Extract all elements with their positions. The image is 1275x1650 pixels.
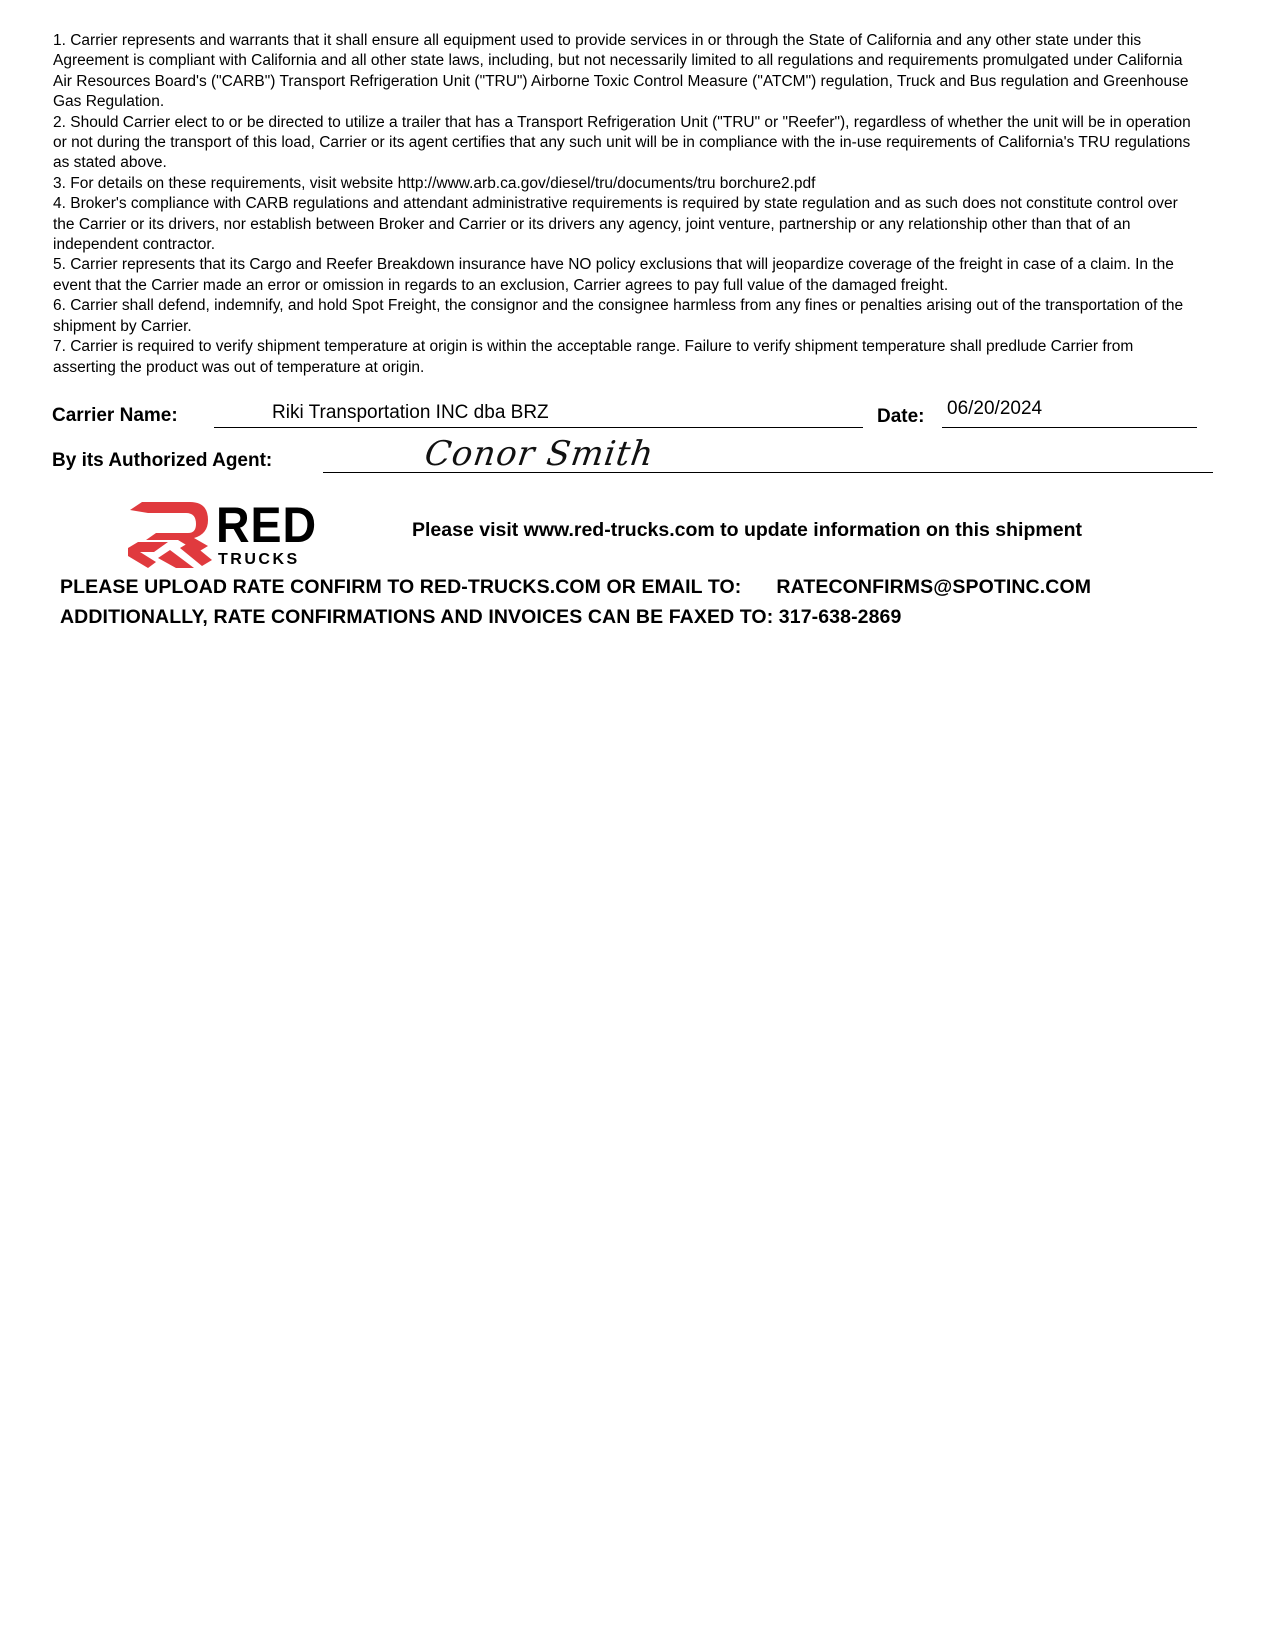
carrier-name-value[interactable]: Riki Transportation INC dba BRZ [272, 402, 549, 423]
upload-notice-text: PLEASE UPLOAD RATE CONFIRM TO RED-TRUCKS.COM OR EMAIL TO: [60, 576, 742, 598]
term-3: 3. For details on these requirements, visit website http://www.arb.ca.gov/diesel/tru/documents/tru borchure2.pdf [53, 174, 816, 192]
term-1: 1. Carrier represents and warrants that it shall ensure all equipment used to provide services in or through the State of California and any other state under this Agreement is compliant with California and all other state laws, including, but not necessarily limited to all regulations and requirements promulgated under California Air Resources Board's ("CARB") Transport Refrigeration Unit ("TRU") Airborne Toxic Control Measure ("ATCM") regulation, Truck and Bus regulation and Greenhouse Gas Regulation. [53, 32, 1189, 111]
term-6: 6. Carrier shall defend, indemnify, and hold Spot Freight, the consignor and the consignee harmless from any fines or penalties arising out of the transportation of the shipment by Carrier. [53, 297, 1184, 335]
date-value[interactable]: 06/20/2024 [947, 398, 1043, 419]
date-label: Date: [877, 406, 925, 427]
visit-website-text: Please visit www.red-trucks.com to update information on this shipment [412, 519, 1082, 541]
fax-notice: ADDITIONALLY, RATE CONFIRMATIONS AND INVOICES CAN BE FAXED TO: 317-638-2869 [60, 606, 902, 628]
terms-list [53, 31, 1198, 378]
date-underline [942, 427, 1197, 428]
agent-signature[interactable]: Conor Smith [422, 434, 657, 474]
carrier-name-underline [214, 427, 863, 428]
term-2: 2. Should Carrier elect to or be directed to utilize a trailer that has a Transport Refrigeration Unit ("TRU" or "Reefer"), regardless of whether the unit will be in operation or not during the transport of this load, Carrier or its agent certifies that any such unit will be in compliance with the in-use requirements of California's TRU regulations as stated above. [53, 113, 1191, 172]
upload-notice [60, 576, 1091, 599]
logo-subtitle: TRUCKS [218, 551, 300, 568]
upload-email[interactable]: RATECONFIRMS@SPOTINC.COM [776, 576, 1092, 598]
authorized-agent-label: By its Authorized Agent: [52, 450, 273, 471]
term-4: 4. Broker's compliance with CARB regulations and attendant administrative requirements is required by state regulation and as such does not constitute control over the Carrier or its drivers, nor establish between Broker and Carrier or its drivers any agency, joint venture, partnership or any relationship other than that of an independent contractor. [53, 195, 1178, 254]
carrier-name-label: Carrier Name: [52, 405, 178, 426]
logo-wordmark: RED [216, 497, 317, 553]
term-7: 7. Carrier is required to verify shipment temperature at origin is within the acceptable range. Failure to verify shipment temperature shall predlude Carrier from asserting the product was out of temperature at origin. [53, 338, 1134, 376]
agent-underline [323, 472, 1213, 473]
term-5: 5. Carrier represents that its Cargo and Reefer Breakdown insurance have NO policy exclusions that will jeopardize coverage of the freight in case of a claim. In the event that the Carrier made an error or omission in regards to an exclusion, Carrier agrees to pay full value of the damaged freight. [53, 256, 1174, 294]
